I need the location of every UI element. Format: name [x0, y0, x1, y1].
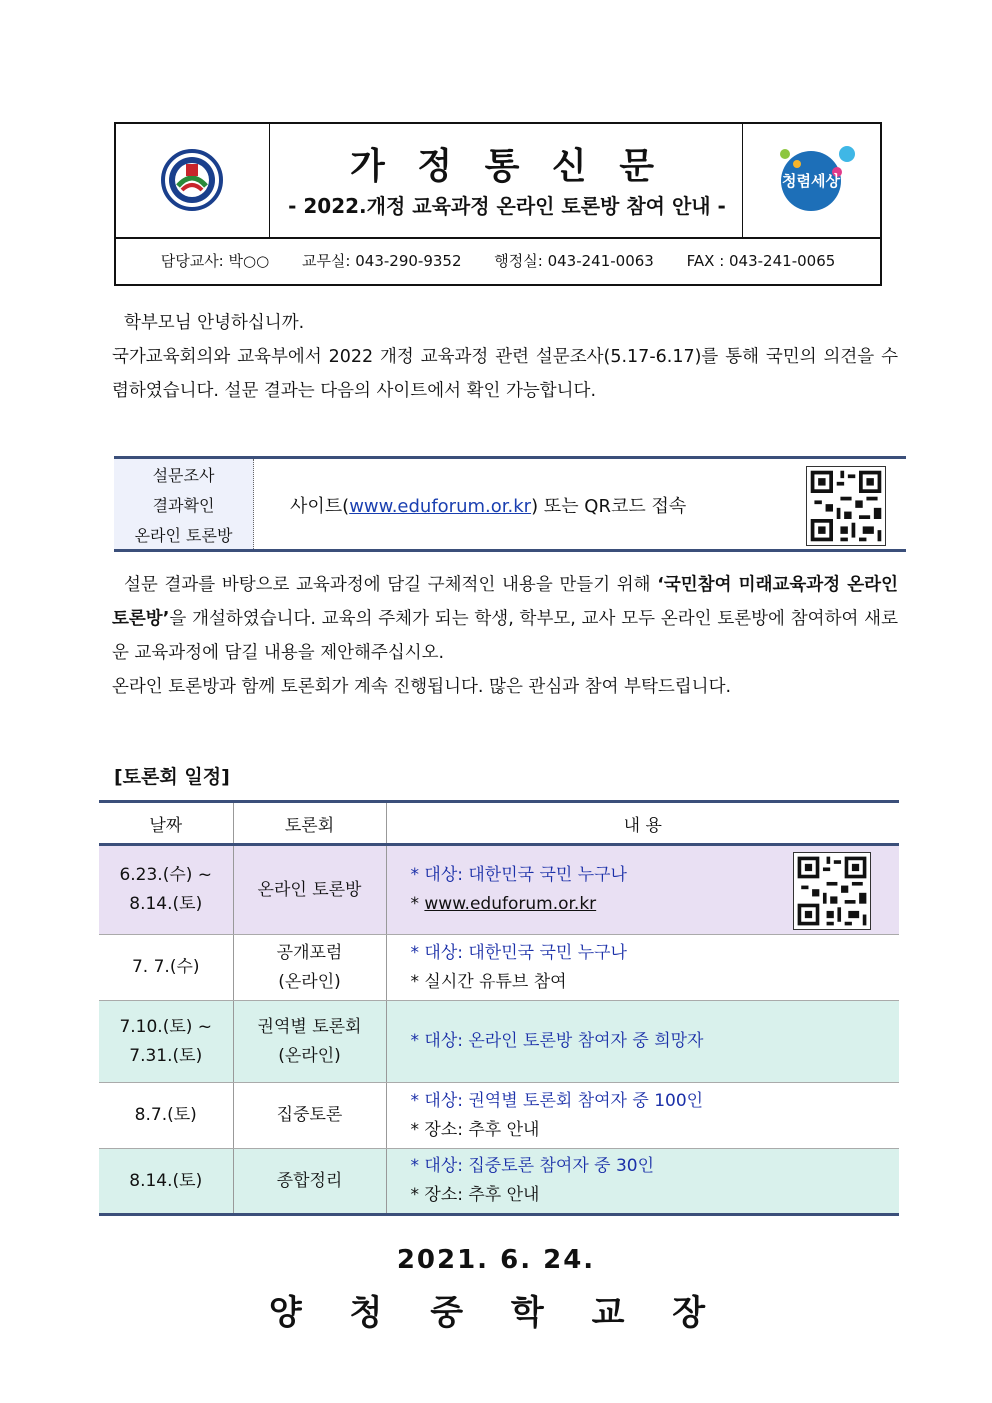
eduforum-link[interactable]: www.eduforum.or.kr: [424, 894, 597, 914]
row-content: [386, 1149, 899, 1215]
info-box: [114, 456, 906, 552]
qr-code-icon[interactable]: [806, 466, 886, 546]
body-text-closing: 온라인 토론방과 함께 토론회가 계속 진행됩니다. 많은 관심과 참여 부탁드립니다.: [112, 677, 732, 697]
body-text-part: 설문 결과를 바탕으로 교육과정에 담길 구체적인 내용을 만들기 위해: [124, 575, 658, 595]
row-content: [386, 1001, 899, 1083]
content-line: * 장소: 추후 안내: [410, 1185, 540, 1205]
table-header-row: [99, 802, 899, 845]
info-label: [114, 459, 254, 549]
intro-body: 국가교육회의와 교육부에서 2022 개정 교육과정 관련 설문조사(5.17-6.17)를 통해 국민의 의견을 수렴하였습니다. 설문 결과는 다음의 사이트에서 확인 가능합니다.: [112, 347, 898, 401]
school-logo: [116, 124, 269, 237]
qr-code-graphic: [794, 853, 870, 929]
row-event: [233, 935, 386, 1001]
table-row: [99, 1001, 899, 1083]
schedule-title: [토론회 일정]: [114, 766, 230, 788]
content-line: * 실시간 유튜브 참여: [410, 971, 567, 992]
svg-text:청렴세상: 청렴세상: [782, 172, 840, 190]
info-label-line: 온라인 토론방: [134, 526, 233, 545]
row-content: [386, 935, 899, 1001]
content-line: * 대상: 집중토론 참여자 중 30인: [410, 1156, 655, 1176]
event-line: (온라인): [278, 1045, 341, 1066]
body-text: [112, 568, 898, 670]
event-line: 공개포럼: [276, 942, 343, 963]
integrity-logo-cell: [742, 124, 880, 237]
date-line: 7.31.(토): [129, 1045, 203, 1066]
info-label-line: 설문조사: [152, 466, 215, 485]
bullet: *: [410, 894, 425, 914]
forum-name-emphasis: ‘국민참여 미래교육과정 온라인 토론방’: [112, 575, 898, 629]
issue-date: 2021. 6. 24.: [396, 1245, 596, 1275]
school-logo-cell: [116, 124, 270, 237]
row-content: [386, 845, 899, 935]
info-text: [290, 492, 686, 518]
office-phone: 교무실: 043-290-9352: [301, 252, 462, 270]
row-event: [233, 1001, 386, 1083]
header-divider: [116, 237, 880, 239]
eduforum-link[interactable]: www.eduforum.or.kr: [349, 496, 532, 517]
content-line: * 대상: 권역별 토론회 참여자 중 100인: [410, 1090, 704, 1111]
greeting: 학부모님 안녕하십니까.: [124, 313, 305, 333]
date-line: 8.14.(토): [129, 894, 203, 914]
content-line: * 대상: 대한민국 국민 누구나: [410, 865, 627, 885]
info-text-suffix: ) 또는 QR코드 접속: [531, 496, 687, 517]
teacher-info: 담당교사: 박○○: [160, 252, 270, 270]
header-event: 토론회: [233, 802, 386, 845]
qr-code-icon[interactable]: [793, 852, 871, 930]
content-line: * 장소: 추후 안내: [410, 1119, 540, 1140]
header-date: 날짜: [99, 802, 233, 845]
row-date: [99, 845, 233, 935]
row-date: [99, 1001, 233, 1083]
row-event: 집중토론: [233, 1083, 386, 1149]
schedule-table: [99, 800, 899, 1216]
row-event: 종합정리: [233, 1149, 386, 1215]
row-date: 7. 7.(수): [99, 935, 233, 1001]
table-row: [99, 1083, 899, 1149]
content-line: * 대상: 대한민국 국민 누구나: [410, 942, 627, 963]
header-content: 내 용: [386, 802, 899, 845]
page-title: 가 정 통 신 문: [349, 145, 664, 187]
info-text-prefix: 사이트(: [290, 496, 350, 517]
content-line: * 대상: 온라인 토론방 참여자 중 희망자: [410, 1031, 704, 1051]
integrity-logo: [743, 124, 880, 237]
qr-code-graphic: [807, 467, 885, 545]
table-row: [99, 1149, 899, 1215]
fax-number: FAX : 043-241-0065: [686, 252, 836, 270]
date-line: 7.10.(토) ~: [119, 1016, 213, 1037]
body-text-part: 을 개설하였습니다. 교육의 주체가 되는 학생, 학부모, 교사 모두 온라인 토론방에 참여하여 새로운 교육과정에 담길 내용을 제안해주십시오.: [112, 609, 898, 663]
letter-header: [114, 122, 882, 286]
row-content: [386, 1083, 899, 1149]
info-label-line: 결과확인: [152, 496, 215, 515]
event-line: (온라인): [278, 971, 341, 992]
page-subtitle: - 2022.개정 교육과정 온라인 토론방 참여 안내 -: [288, 194, 726, 218]
intro-paragraph: [112, 306, 898, 408]
principal-signature: 양 청 중 학 교 장: [268, 1293, 724, 1333]
row-date: 8.14.(토): [99, 1149, 233, 1215]
body-paragraph: [112, 568, 898, 704]
date-line: 6.23.(수) ~: [119, 865, 213, 885]
row-event: 온라인 토론방: [233, 845, 386, 935]
contact-line: [116, 250, 880, 271]
table-row: [99, 935, 899, 1001]
table-row: [99, 845, 899, 935]
row-date: 8.7.(토): [99, 1083, 233, 1149]
event-line: 권역별 토론회: [257, 1016, 362, 1037]
admin-phone: 행정실: 043-241-0063: [494, 252, 654, 270]
